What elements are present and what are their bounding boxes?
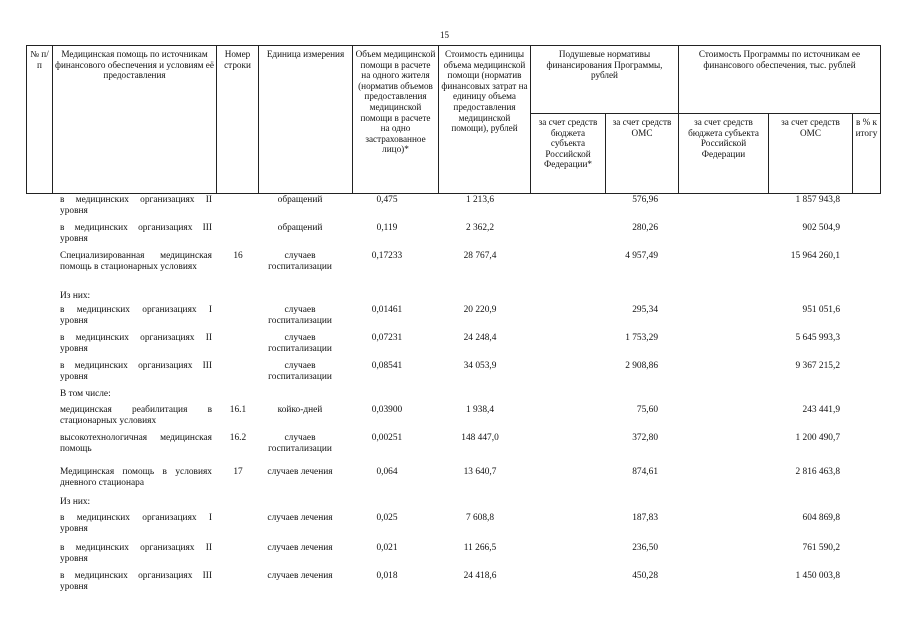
row-oms: 75,60: [636, 405, 658, 415]
table-header: [26, 45, 881, 194]
header-unit: Единица измерения: [259, 46, 353, 194]
row-unit: случаев госпитализации: [268, 251, 332, 272]
table-row: [26, 433, 880, 467]
row-volume: 0,00251: [371, 433, 403, 443]
row-oms: 236,50: [632, 543, 658, 553]
row-volume: 0,03900: [371, 405, 403, 415]
row-name: в медицинских организациях III уровня: [60, 361, 212, 382]
row-name: в медицинских организациях III уровня: [60, 571, 212, 592]
subheading-row: [26, 497, 880, 513]
row-cost: 34 053,9: [463, 361, 497, 371]
page-number: 15: [440, 30, 449, 40]
row-oms: 372,80: [632, 433, 658, 443]
row-name: высокотехнологичная медицинская помощь: [60, 433, 212, 454]
row-total: 9 367 215,2: [795, 361, 840, 371]
row-unit: случаев лечения: [267, 513, 333, 523]
row-volume: 0,475: [376, 195, 398, 205]
header-pc-oms: за счет средств ОМС: [606, 114, 679, 194]
row-cost: 1 213,6: [465, 195, 495, 205]
table-row: [26, 571, 880, 599]
row-name: в медицинских организациях II уровня: [60, 333, 212, 354]
row-volume: 0,01461: [371, 305, 403, 315]
row-volume: 0,025: [376, 513, 398, 523]
row-total: 761 590,2: [802, 543, 840, 553]
row-volume: 0,17233: [371, 251, 403, 261]
row-oms: 187,83: [632, 513, 658, 523]
table-row: [26, 223, 880, 251]
table-row: [26, 195, 880, 223]
row-name: Специализированная медицинская помощь в стационарных условиях: [60, 251, 212, 272]
row-oms: 280,26: [632, 223, 658, 233]
row-name: медицинская реабилитация в стационарных условиях: [60, 405, 212, 426]
row-unit: койко-дней: [277, 405, 323, 415]
row-total: 5 645 993,3: [795, 333, 840, 343]
subheading-row: [26, 389, 880, 405]
row-total: 243 441,9: [802, 405, 840, 415]
table-row: [26, 361, 880, 389]
row-cost: 24 418,6: [463, 571, 497, 581]
row-name: Медицинская помощь в условиях дневного стационара: [60, 467, 212, 488]
table-row: [26, 543, 880, 571]
row-cost: 24 248,4: [463, 333, 497, 343]
row-cost: 2 362,2: [465, 223, 495, 233]
header-volume: Объем медицинской помощи в расчете на одного жителя (норматив объемов предоставления медицинской помощи в расчете на одно застрахованное лицо)*: [353, 46, 439, 194]
table-row: [26, 305, 880, 333]
row-name: в медицинских организациях II уровня: [60, 543, 212, 564]
row-code: 16.2: [229, 433, 247, 443]
row-unit: случаев госпитализации: [268, 433, 332, 454]
header-ct-budget: за счет средств бюджета субъекта Российской Федерации: [679, 114, 769, 194]
row-oms: 874,61: [632, 467, 658, 477]
table-row: [26, 405, 880, 433]
row-unit: случаев госпитализации: [268, 333, 332, 354]
row-name: в медицинских организациях II уровня: [60, 195, 212, 216]
subheading-v-tom-chisle: В том числе:: [60, 389, 111, 399]
row-total: 1 857 943,8: [795, 195, 840, 205]
row-unit: случаев лечения: [267, 571, 333, 581]
header-cost: Стоимость единицы объема медицинской помощи (норматив финансовых затрат на единицу объема предоставления медицинской помощи), рублей: [439, 46, 531, 194]
row-unit: случаев лечения: [267, 543, 333, 553]
row-unit: обращений: [277, 195, 323, 205]
row-total: 1 450 003,8: [795, 571, 840, 581]
row-code: 16: [233, 251, 243, 261]
row-code: 17: [233, 467, 243, 477]
header-ct-oms: за счет средств ОМС: [769, 114, 853, 194]
header-name: Медицинская помощь по источникам финансового обеспечения и условиям её предоставления: [53, 46, 217, 194]
row-cost: 148 447,0: [461, 433, 499, 443]
row-total: 604 869,8: [802, 513, 840, 523]
subheading-iz-nih: Из них:: [60, 497, 91, 507]
row-volume: 0,08541: [371, 361, 403, 371]
header-code: Номер строки: [217, 46, 259, 194]
subheading-row: [26, 291, 880, 305]
table-row: [26, 467, 880, 497]
row-oms: 4 957,49: [625, 251, 658, 261]
table-body: [26, 195, 880, 599]
row-oms: 295,34: [632, 305, 658, 315]
row-cost: 11 266,5: [463, 543, 497, 553]
row-cost: 20 220,9: [463, 305, 497, 315]
row-total: 2 816 463,8: [795, 467, 840, 477]
row-cost: 7 608,8: [465, 513, 495, 523]
header-num: № п/п: [27, 46, 53, 194]
row-unit: случаев госпитализации: [268, 305, 332, 326]
row-total: 951 051,6: [802, 305, 840, 315]
row-name: в медицинских организациях I уровня: [60, 513, 212, 534]
header-ct-pct: в % к итогу: [853, 114, 881, 194]
header-pc-budget: за счет средств бюджета субъекта Российской Федерации*: [531, 114, 606, 194]
row-volume: 0,064: [376, 467, 398, 477]
table-row: [26, 333, 880, 361]
row-code: 16.1: [229, 405, 247, 415]
row-unit: обращений: [277, 223, 323, 233]
row-oms: 450,28: [632, 571, 658, 581]
row-volume: 0,119: [376, 223, 398, 233]
row-volume: 0,07231: [371, 333, 403, 343]
table-row: [26, 251, 880, 291]
subheading-iz-nih: Из них:: [60, 291, 91, 301]
row-volume: 0,018: [376, 571, 398, 581]
row-name: в медицинских организациях III уровня: [60, 223, 212, 244]
row-cost: 28 767,4: [463, 251, 497, 261]
row-total: 902 504,9: [802, 223, 840, 233]
row-oms: 1 753,29: [625, 333, 658, 343]
row-total: 1 200 490,7: [795, 433, 840, 443]
row-volume: 0,021: [376, 543, 398, 553]
header-per-capita: Подушевые нормативы финансирования Программы, рублей: [531, 46, 679, 114]
row-unit: случаев госпитализации: [268, 361, 332, 382]
row-total: 15 964 260,1: [790, 251, 840, 261]
row-cost: 13 640,7: [463, 467, 497, 477]
row-cost: 1 938,4: [465, 405, 495, 415]
header-cost-total: Стоимость Программы по источникам ее финансового обеспечения, тыс. рублей: [679, 46, 881, 114]
row-oms: 2 908,86: [625, 361, 658, 371]
row-unit: случаев лечения: [267, 467, 333, 477]
table-row: [26, 513, 880, 543]
row-name: в медицинских организациях I уровня: [60, 305, 212, 326]
row-oms: 576,96: [632, 195, 658, 205]
